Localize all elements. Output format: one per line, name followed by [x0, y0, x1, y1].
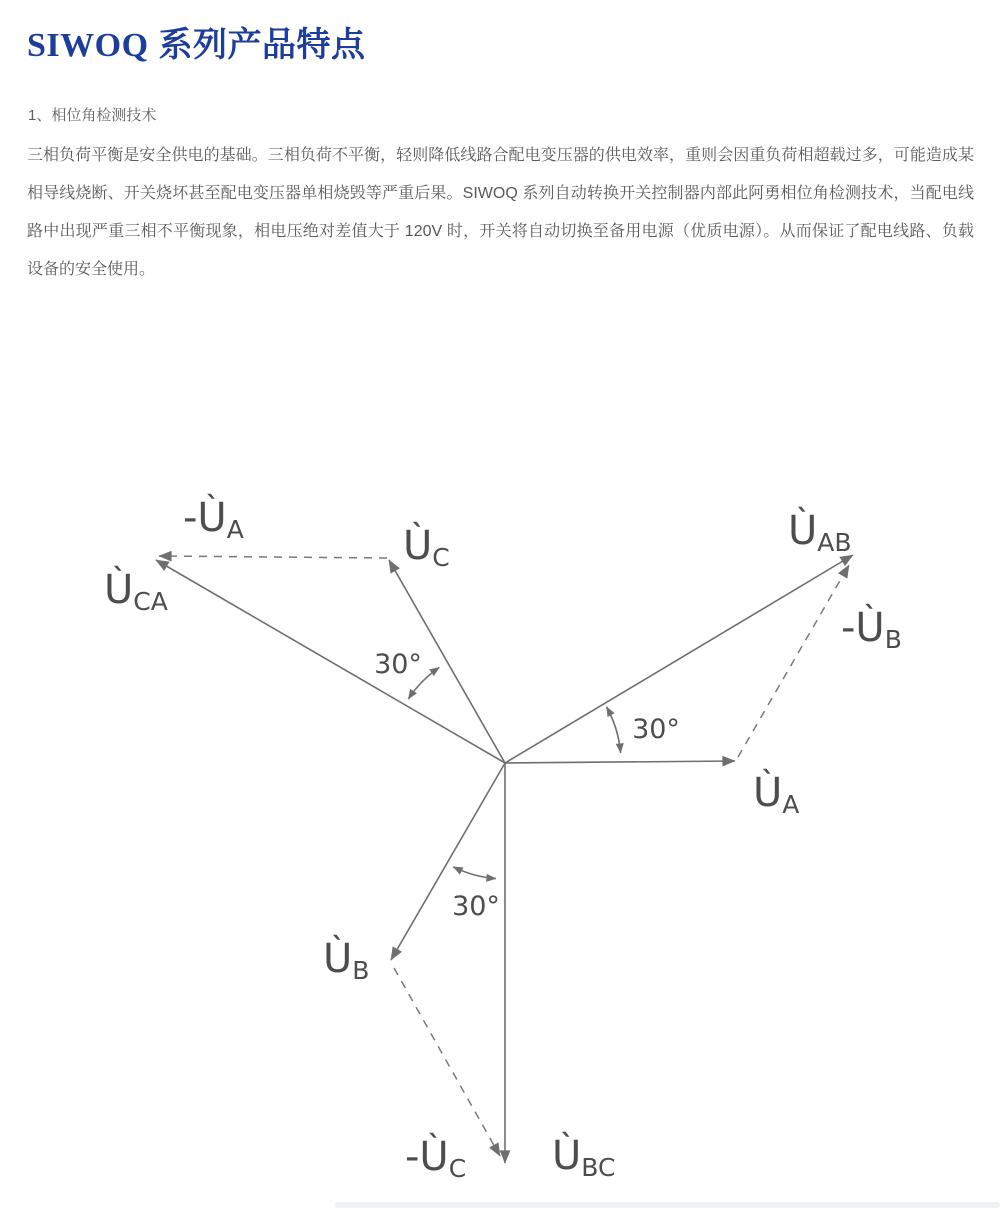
angle-label-2: 30° — [452, 891, 500, 922]
label-u-b: ÙB — [323, 936, 370, 985]
label-neg-u-c: -ÙC — [405, 1134, 467, 1183]
label-u-ca: ÙCA — [104, 567, 168, 616]
label-u-bc: ÙBC — [552, 1133, 616, 1182]
body-paragraph: 三相负荷平衡是安全供电的基础。三相负荷不平衡，轻则降低线路合配电变压器的供电效率，重则会因重负荷相超载过多，可能造成某相导线烧断、开关烧坏甚至配电变压器单相烧毁等严重后果。SIWOQ 系列自动转换开关控制器内部此阿勇相位角检测技术，当配电线路中出现严重三相不平衡现象，相电压绝对差值大于 120V 时，开关将自动切换至备用电源（优质电源）。从而保证了配电线路、负载设备的安全使用。 — [27, 147, 974, 278]
page-title-brand: SIWOQ — [27, 27, 149, 64]
angle-label-0: 30° — [374, 649, 422, 680]
label-u-a: ÙA — [753, 770, 800, 819]
angle-arc-2 — [453, 867, 496, 879]
page-title-rest: 系列产品特点 — [148, 26, 366, 64]
dashed-vector-neg-u-b — [738, 565, 849, 757]
dashed-vector-neg-u-a — [159, 556, 387, 558]
angle-arc-1 — [607, 707, 621, 753]
bottom-scrollbar — [335, 1202, 1000, 1208]
label-u-c: ÙC — [403, 523, 450, 572]
section-heading: 1、相位角检测技术 — [28, 107, 157, 124]
vector-u-b — [391, 763, 505, 960]
label-u-ab: ÙAB — [788, 508, 852, 557]
phasor-diagram-svg — [0, 470, 1000, 1202]
vector-u-ca — [156, 560, 505, 763]
dashed-vector-neg-u-c — [394, 968, 500, 1156]
label-neg-u-b: -ÙB — [841, 605, 902, 654]
angle-label-1: 30° — [632, 714, 680, 745]
phasor-diagram — [0, 470, 1000, 1202]
vector-u-a — [505, 761, 735, 763]
label-neg-u-a: -ÙA — [183, 495, 244, 544]
page-title — [27, 22, 366, 69]
